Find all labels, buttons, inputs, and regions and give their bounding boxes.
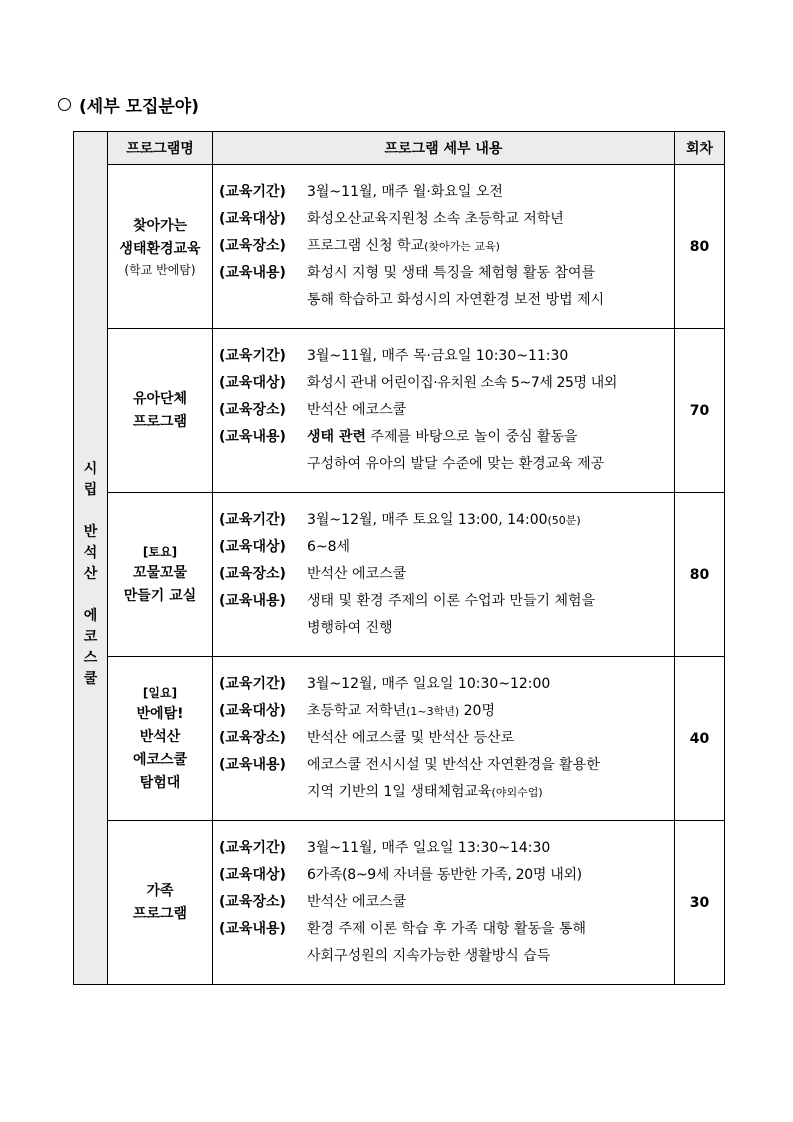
value-content: 에코스쿨 전시시설 및 반석산 자연환경을 활용한 bbox=[307, 757, 600, 773]
label-place: (교육장소) bbox=[219, 730, 286, 746]
count-cell: 70 bbox=[675, 329, 725, 493]
label-target: (교육대상) bbox=[219, 211, 286, 227]
header-count: 회차 bbox=[675, 132, 725, 165]
program-name-tag: [토요] bbox=[142, 544, 178, 559]
label-place: (교육장소) bbox=[219, 894, 286, 910]
value-place: 반석산 에코스쿨 및 반석산 등산로 bbox=[307, 730, 515, 746]
value-target-note: (1~3학년) bbox=[406, 705, 460, 718]
program-name-line: 생태환경교육 bbox=[119, 240, 201, 257]
value-place: 프로그램 신청 학교 bbox=[307, 238, 425, 254]
count-cell: 40 bbox=[675, 657, 725, 821]
label-content: (교육내용) bbox=[219, 757, 286, 773]
circle-bullet-icon bbox=[58, 98, 71, 111]
program-name-line: 찾아가는 bbox=[132, 217, 188, 234]
value-target: 화성오산교육지원청 소속 초등학교 저학년 bbox=[307, 211, 564, 227]
value-target: 화성시 관내 어린이집·유치원 소속 5~7세 25명 내외 bbox=[307, 375, 617, 391]
program-name-tag: [일요] bbox=[142, 685, 178, 700]
program-name-line: 프로그램 bbox=[132, 905, 188, 922]
label-place: (교육장소) bbox=[219, 402, 286, 418]
label-period: (교육기간) bbox=[219, 676, 286, 692]
program-name-line: 반에탐! bbox=[136, 705, 184, 722]
value-content-cont: 병행하여 진행 bbox=[307, 620, 393, 636]
side-char: 석 bbox=[83, 544, 98, 561]
table-row bbox=[74, 165, 725, 329]
header-program-detail: 프로그램 세부 내용 bbox=[213, 132, 675, 165]
program-name-sub: (학교 반에탐) bbox=[124, 262, 196, 277]
value-period-note: (50분) bbox=[547, 514, 581, 527]
program-name-line: 에코스쿨 bbox=[132, 751, 188, 768]
value-period: 3월~11월, 매주 목·금요일 10:30~11:30 bbox=[307, 348, 569, 364]
value-place: 반석산 에코스쿨 bbox=[307, 894, 407, 910]
value-content-cont: 사회구성원의 지속가능한 생활방식 습득 bbox=[307, 948, 551, 964]
table-header-row bbox=[74, 132, 725, 165]
header-blank-cell bbox=[74, 132, 108, 165]
program-name-cell bbox=[108, 165, 213, 329]
program-detail-cell bbox=[213, 821, 675, 985]
side-char: 코 bbox=[83, 628, 98, 645]
section-heading bbox=[58, 92, 199, 117]
value-content: 환경 주제 이론 학습 후 가족 대항 활동을 통해 bbox=[307, 921, 587, 937]
side-char: 반 bbox=[83, 523, 98, 540]
program-name-line: 프로그램 bbox=[132, 413, 188, 430]
program-name-line: 반석산 bbox=[139, 728, 181, 745]
label-content: (교육내용) bbox=[219, 593, 286, 609]
label-content: (교육내용) bbox=[219, 921, 286, 937]
value-content: 화성시 지형 및 생태 특징을 체험형 활동 참여를 bbox=[307, 265, 596, 281]
label-content: (교육내용) bbox=[219, 265, 286, 281]
label-target: (교육대상) bbox=[219, 539, 286, 555]
side-char: 시 bbox=[83, 460, 98, 477]
program-detail-cell bbox=[213, 165, 675, 329]
value-content-cont: 구성하여 유아의 발달 수준에 맞는 환경교육 제공 bbox=[307, 456, 605, 472]
value-target: 초등학교 저학년 bbox=[307, 703, 407, 719]
label-place: (교육장소) bbox=[219, 566, 286, 582]
program-name-cell bbox=[108, 657, 213, 821]
label-period: (교육기간) bbox=[219, 512, 286, 528]
table-row bbox=[74, 657, 725, 821]
program-name-line: 가족 bbox=[146, 882, 174, 899]
value-content-cont-text: 지역 기반의 1일 생태체험교육 bbox=[307, 784, 492, 800]
label-period: (교육기간) bbox=[219, 184, 286, 200]
value-content: 생태 및 환경 주제의 이론 수업과 만들기 체험을 bbox=[307, 593, 596, 609]
section-heading-text: (세부 모집분야) bbox=[79, 97, 199, 117]
label-content: (교육내용) bbox=[219, 429, 286, 445]
value-place-note: (찾아가는 교육) bbox=[424, 240, 500, 253]
program-name-line: 꼬물꼬물 bbox=[132, 564, 188, 581]
program-detail-cell bbox=[213, 493, 675, 657]
label-target: (교육대상) bbox=[219, 375, 286, 391]
label-target: (교육대상) bbox=[219, 703, 286, 719]
program-detail-cell bbox=[213, 329, 675, 493]
count-cell: 80 bbox=[675, 493, 725, 657]
table-row bbox=[74, 329, 725, 493]
program-detail-cell bbox=[213, 657, 675, 821]
value-content-note: (야외수업) bbox=[491, 786, 543, 799]
program-table bbox=[73, 131, 725, 985]
label-target: (교육대상) bbox=[219, 867, 286, 883]
value-period: 3월~11월, 매주 월·화요일 오전 bbox=[307, 184, 503, 200]
value-content-cont bbox=[219, 779, 668, 806]
label-period: (교육기간) bbox=[219, 348, 286, 364]
label-period: (교육기간) bbox=[219, 840, 286, 856]
program-name-line: 유아단체 bbox=[132, 390, 188, 407]
value-period: 3월~12월, 매주 일요일 10:30~12:00 bbox=[307, 676, 551, 692]
program-name-cell bbox=[108, 329, 213, 493]
table-row bbox=[74, 493, 725, 657]
label-place: (교육장소) bbox=[219, 238, 286, 254]
value-period: 3월~12월, 매주 토요일 13:00, 14:00 bbox=[307, 512, 548, 528]
side-char: 에 bbox=[83, 607, 98, 624]
value-target-tail: 20명 bbox=[459, 703, 495, 719]
value-target: 6가족(8~9세 자녀를 동반한 가족, 20명 내외) bbox=[307, 867, 582, 883]
count-cell: 80 bbox=[675, 165, 725, 329]
side-char: 쿨 bbox=[83, 670, 98, 687]
count-cell: 30 bbox=[675, 821, 725, 985]
value-target: 6~8세 bbox=[307, 539, 351, 555]
table-row bbox=[74, 821, 725, 985]
value-period: 3월~11월, 매주 일요일 13:30~14:30 bbox=[307, 840, 551, 856]
side-char: 립 bbox=[83, 481, 98, 498]
value-content-cont: 통해 학습하고 화성시의 자연환경 보전 방법 제시 bbox=[307, 292, 605, 308]
program-name-cell bbox=[108, 493, 213, 657]
program-name-line: 탐험대 bbox=[139, 774, 181, 791]
value-content: 주제를 바탕으로 놀이 중심 활동을 bbox=[365, 429, 578, 445]
program-name-line: 만들기 교실 bbox=[123, 587, 197, 604]
value-content-emphasis: 생태 관련 bbox=[307, 429, 366, 445]
program-name-cell bbox=[108, 821, 213, 985]
side-char: 산 bbox=[83, 565, 98, 582]
value-place: 반석산 에코스쿨 bbox=[307, 566, 407, 582]
side-char: 스 bbox=[83, 649, 98, 666]
header-program-name: 프로그램명 bbox=[108, 132, 213, 165]
venue-side-label bbox=[74, 165, 108, 985]
value-place: 반석산 에코스쿨 bbox=[307, 402, 407, 418]
